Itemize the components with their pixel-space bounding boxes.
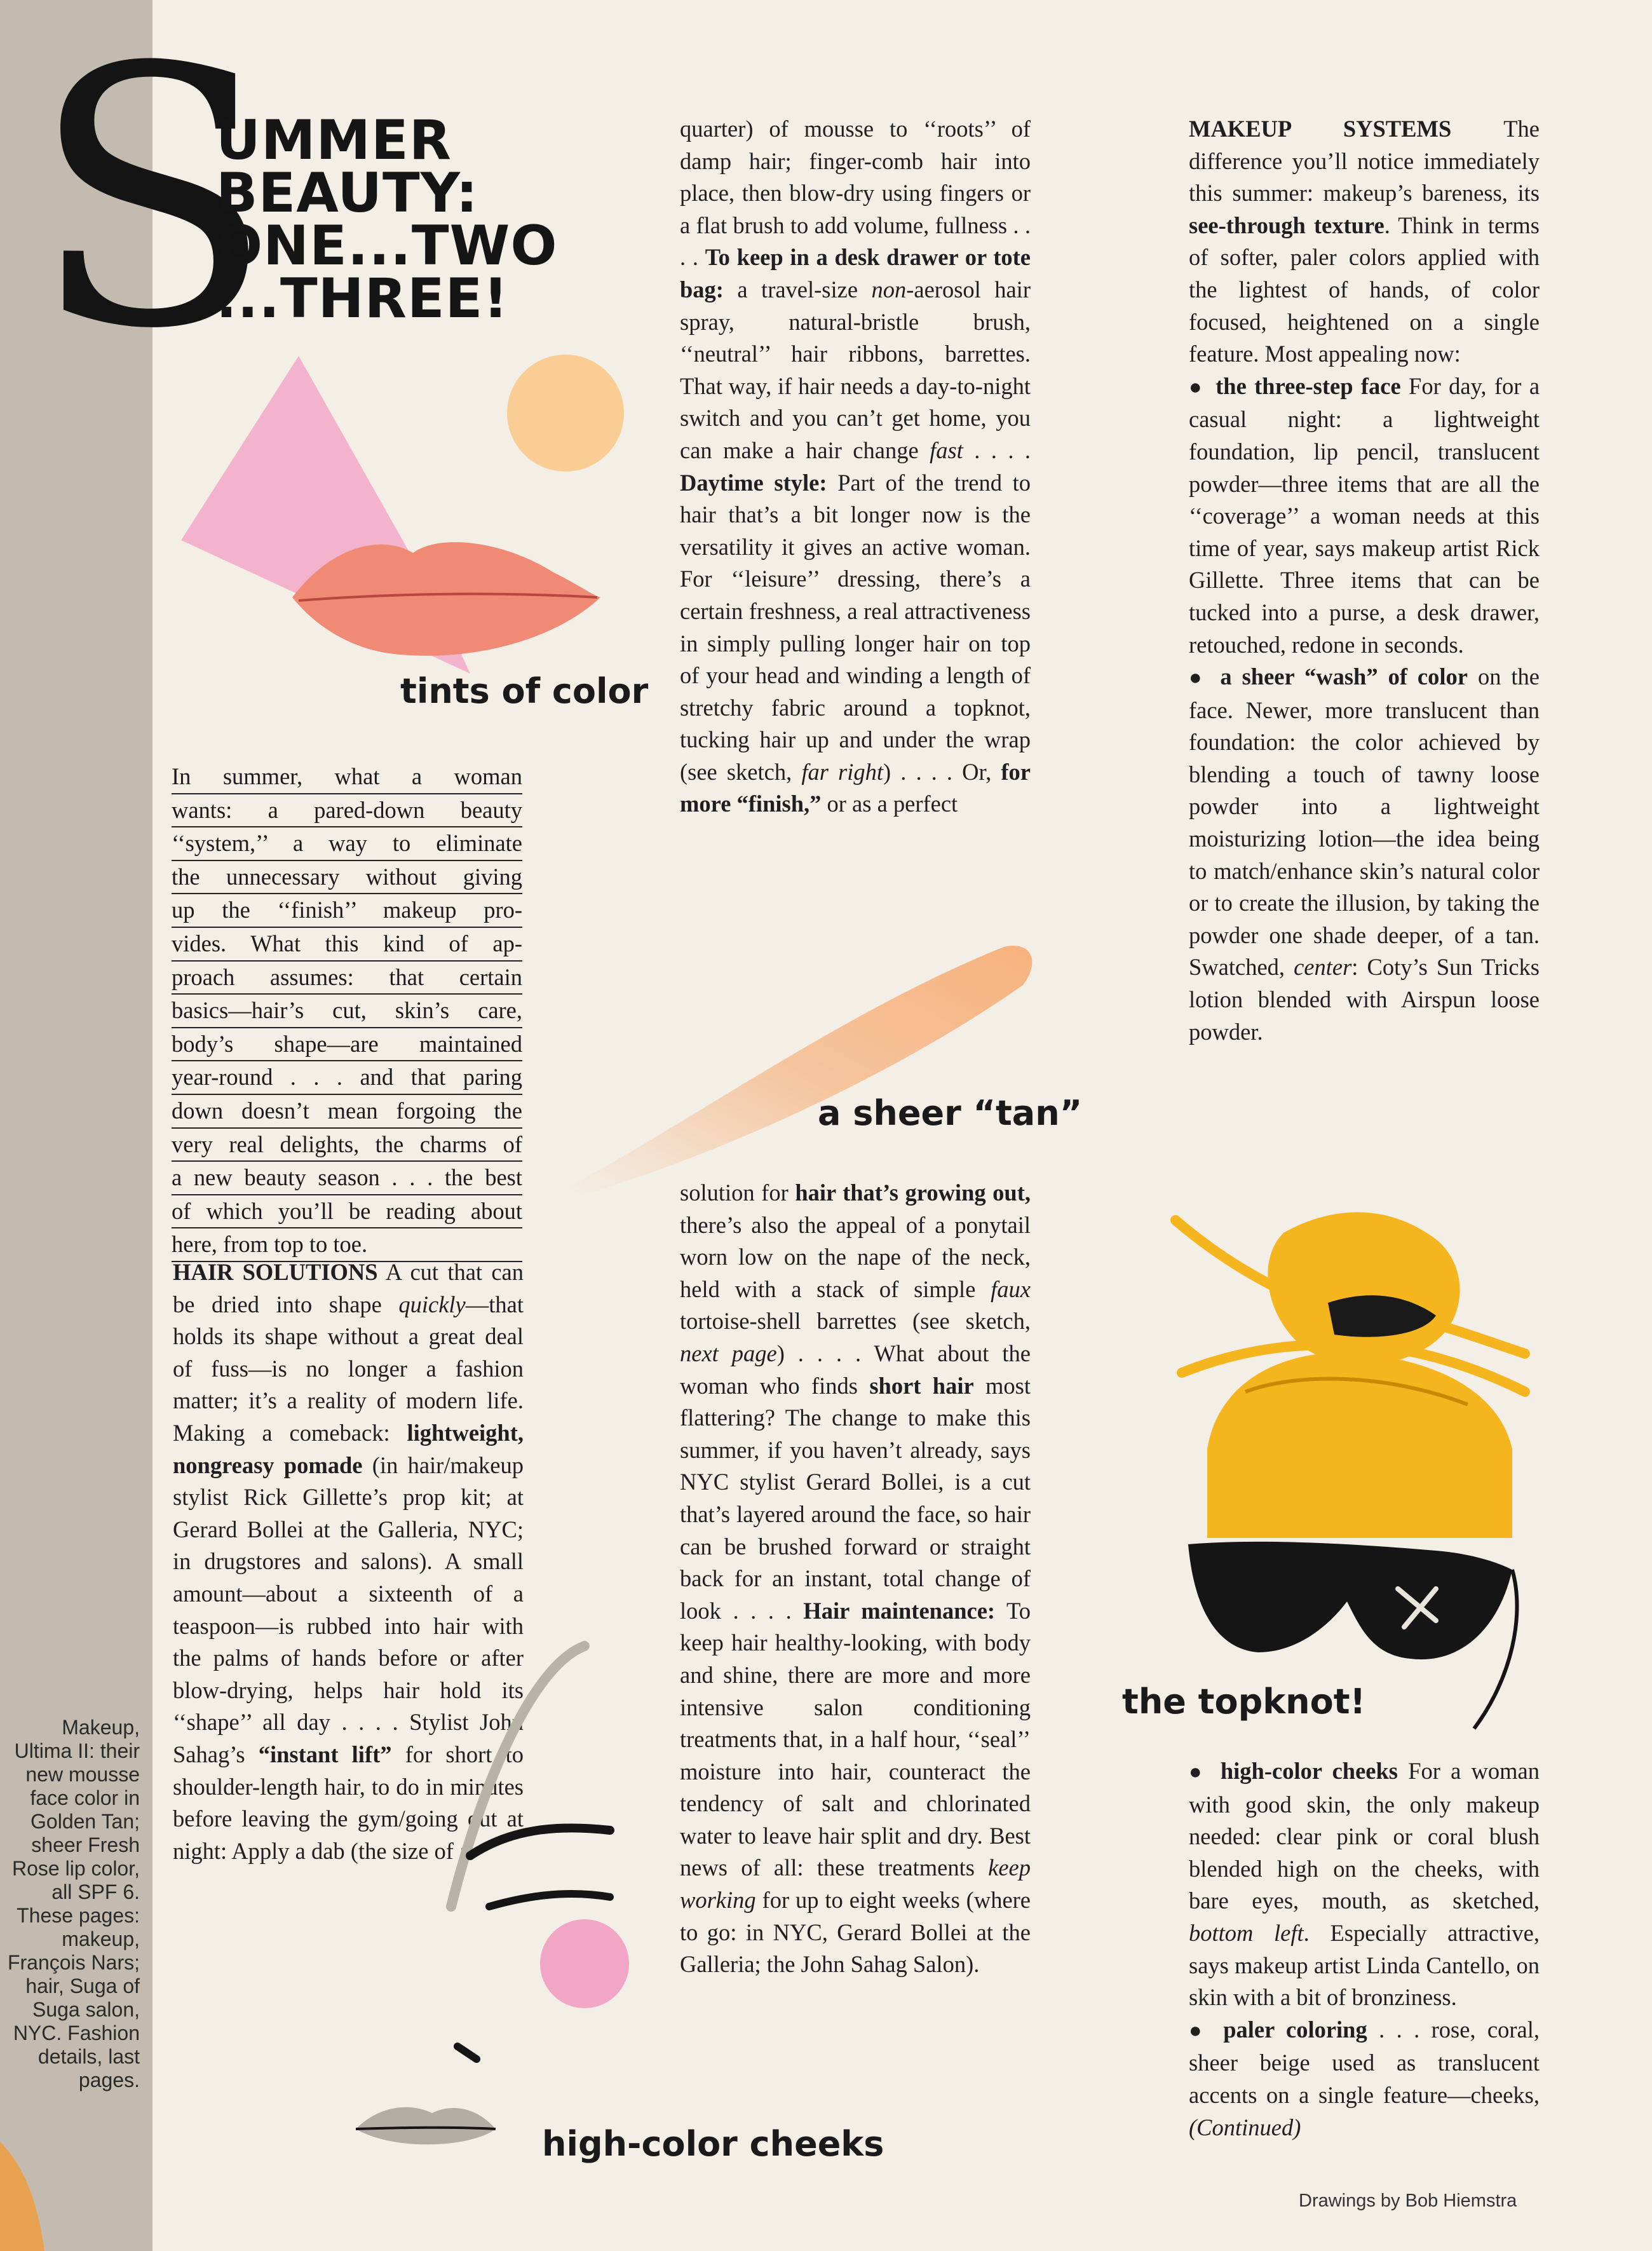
page-title: UMMER BEAUTY: ONE...TWO ...THREE! <box>216 109 558 330</box>
heading-makeup-systems: MAKEUP SYSTEMS <box>1189 116 1452 142</box>
intro-paragraph <box>172 761 522 1262</box>
face-sketch-illustration <box>343 1640 674 2186</box>
bullet-icon: ● <box>1189 1760 1207 1784</box>
text: The difference you’ll notice immediately this summer: makeup’s bareness, its <box>1189 116 1540 207</box>
text: For a woman with good skin, the only makeup needed: clear pink or coral blush blended high on the cheeks, with bare eyes, mouth, as sketched, <box>1189 1758 1540 1914</box>
text: on the face. Newer, more translucent than foundation: the color achieved by blending a touch of tawny loose powder into a lightweight moisturizing lotion—the idea being to match/enhance skin’s natural color or to create the illusion, by taking the powder one shade deeper, of a tan. Swatched, <box>1189 663 1540 981</box>
text: . Especially attractive, says makeup artist Linda Cantello, on skin with a bit of bronziness. <box>1189 1919 1540 2011</box>
text: hair that’s growing out, <box>795 1180 1031 1206</box>
bullet-icon: ● <box>1189 666 1207 690</box>
text: next page <box>680 1340 777 1366</box>
text: : Coty’s Sun Tricks lotion blended with Airspun loose powder. <box>1189 954 1540 1045</box>
text: . . . . <box>963 437 1031 463</box>
text: see-through texture <box>1189 212 1385 238</box>
intro-line: down doesn’t mean forgoing the <box>172 1095 522 1129</box>
text: tortoise-shell barrettes (see sketch, <box>680 1308 1031 1335</box>
brow-line <box>451 1646 585 1907</box>
intro-line: proach assumes: that certain <box>172 962 522 995</box>
sunglasses <box>1188 1542 1512 1659</box>
text: far right <box>801 758 883 785</box>
text: for short to shoulder-length hair, to do in minutes before leaving the gym/going out at night: Apply a dab (the size of a <box>173 1741 524 1864</box>
text: quarter) of mousse to ‘‘roots’’ of damp hair; finger-comb hair into place, then blow-dry using fingers or a flat brush to add volume, fullness . . . . <box>680 116 1031 271</box>
column-hair-growing-out <box>680 1177 1031 1981</box>
illustration-credit: Drawings by Bob Hiemstra <box>1299 2191 1517 2211</box>
text: for up to eight weeks (where to go: in NYC, Gerard Bollei at the Galleria; the John Sahag Salon). <box>680 1887 1031 1978</box>
bullet-icon: ● <box>1189 2018 1208 2043</box>
text: bottom left <box>1189 1919 1304 1946</box>
text: A cut that can be dried into shape <box>173 1259 524 1317</box>
intro-line: ‘‘system,’’ a way to eliminate <box>172 827 522 861</box>
topknot-illustration <box>1169 1182 1550 1741</box>
text: Daytime style: <box>680 469 827 496</box>
text: Hair maintenance: <box>803 1597 996 1624</box>
text: faux <box>991 1275 1031 1302</box>
intro-line: the unnecessary without giving <box>172 861 522 895</box>
text: most flattering? The change to make this summer, if you haven’t already, says NYC stylist Gerard Bollei, is a cut that’s layered around the face, so hair can be brushed forward or straight back for an instant, total change of look . . . . <box>680 1372 1031 1624</box>
text: for more “finish,” <box>680 758 1031 817</box>
intro-line: of which you’ll be reading about <box>172 1195 522 1229</box>
intro-line: up the ‘‘finish’’ makeup pro- <box>172 894 522 928</box>
column-makeup-systems <box>1189 113 1540 1048</box>
label-sheer-tan: a sheer “tan” <box>818 1093 1083 1133</box>
title-drop-cap: S <box>30 0 274 407</box>
text: a travel-size <box>723 276 872 303</box>
text: -aerosol hair spray, natural-bristle brush, ‘‘neutral’’ hair ribbons, barrettes. That way, if hair needs a day-to-night switch and you can’t get home, you can make a hair change <box>680 276 1031 463</box>
intro-line: wants: a pared-down beauty <box>172 794 522 828</box>
text: fast <box>930 437 963 463</box>
intro-line: year-round . . . and that paring <box>172 1061 522 1095</box>
intro-line: In summer, what a woman <box>172 761 522 794</box>
intro-line: basics—hair’s cut, skin’s care, <box>172 995 522 1028</box>
intro-line: vides. What this kind of ap- <box>172 928 522 962</box>
text: . . . rose, coral, sheer beige used as translucent accents on a single feature—cheeks, <box>1189 2016 1540 2108</box>
label-tints-of-color: tints of color <box>400 671 649 711</box>
intro-line: body’s shape—are maintained <box>172 1028 522 1062</box>
text: keep working <box>680 1854 1031 1914</box>
intro-line: a new beauty season . . . the best <box>172 1162 522 1195</box>
intro-line: very real delights, the charms of <box>172 1129 522 1162</box>
eye <box>489 1894 610 1907</box>
photo-caption: Makeup, Ultima II: their new mousse face color in Golden Tan; sheer Fresh Rose lip color, all SPF 6. These pages: makeup, François Nars; hair, Suga of Suga salon, NYC. Fashion details, last pages. <box>7 1716 140 2091</box>
lips-illustration <box>172 343 654 674</box>
mouth <box>356 2107 496 2145</box>
eyebrow <box>470 1828 610 1856</box>
margin-corner-accent <box>0 2116 152 2251</box>
heading-hair-solutions: HAIR SOLUTIONS <box>173 1259 378 1285</box>
blush-circle <box>540 1919 629 2008</box>
text: a sheer “wash” of color <box>1220 663 1468 690</box>
text: high-color cheeks <box>1220 1758 1398 1784</box>
label-high-color-cheeks: high-color cheeks <box>542 2124 884 2164</box>
column-cheeks-coloring <box>1189 1755 1540 2144</box>
intro-line: here, from top to toe. <box>172 1228 522 1262</box>
text: short hair <box>869 1372 974 1399</box>
text: ) . . . . What about the woman who finds <box>680 1340 1031 1399</box>
text: (in hair/makeup stylist Rick Gillette’s prop kit; at Gerard Bollei at the Galleria, NYC; in drugstores and salons). A small amount—about a sixteenth of a teaspoon—is rubbed into hair with the palms of hands before or after blow-drying, helps hair hold its ‘‘shape’’ all day . . . . Stylist John Sahag’s <box>173 1452 524 1767</box>
text: For day, for a casual night: a lightweight foundation, lip pencil, translucent powder—three items that are all the ‘‘coverage’’ a woman needs at this time of year, says makeup artist Rick Gillette. Three items that can be tucked into a purse, a desk drawer, retouched, redone in seconds. <box>1189 372 1540 658</box>
text: To keep in a desk drawer or tote bag: <box>680 244 1031 303</box>
text: ) . . . . Or, <box>883 758 1001 785</box>
tan-swatch-illustration <box>559 934 1042 1201</box>
text: non <box>871 276 907 303</box>
label-the-topknot: the topknot! <box>1122 1682 1366 1722</box>
text: there’s also the appeal of a ponytail worn low on the nape of the neck, held with a stack of simple <box>680 1211 1031 1302</box>
text: lightweight, nongreasy pomade <box>173 1419 524 1478</box>
text: Part of the trend to hair that’s a bit longer now is the versatility it gives an active woman. For ‘‘leisure’’ dressing, there’s a certain freshness, a real attractiveness in simply pulling longer hair on top of your head and winding a length of stretchy fabric around a topknot, tucking hair up and under the wrap (see sketch, <box>680 469 1031 785</box>
text: or as a perfect <box>821 791 958 817</box>
text: To keep hair healthy-looking, with body and shine, there are more and more intensive salon conditioning treatments that, in a half hour, ‘‘seal’’ moisture into hair, counteract the tendency of salt and chlorinated water to leave hair split and dry. Best news of all: these treatments <box>680 1597 1031 1881</box>
text: the three-step face <box>1215 372 1401 399</box>
text: solution for <box>680 1180 796 1206</box>
text: paler coloring <box>1223 2016 1367 2043</box>
text: quickly <box>398 1291 466 1317</box>
sun-swatch <box>507 355 624 472</box>
text: . Think in terms of softer, paler colors applied with the lightest of hands, of color focused, heightened on a single feature. Most appealing now: <box>1189 212 1540 367</box>
bullet-icon: ● <box>1189 375 1204 399</box>
nostril <box>457 2046 477 2059</box>
column-hair-continued <box>680 113 1031 820</box>
text: center <box>1294 954 1352 981</box>
text: —that holds its shape without a great deal of fuss—is no longer a fashion matter; it’s a reality of modern life. Making a comeback: <box>173 1291 524 1446</box>
continued-note: (Continued) <box>1189 2114 1301 2140</box>
text: “instant lift” <box>258 1741 392 1767</box>
